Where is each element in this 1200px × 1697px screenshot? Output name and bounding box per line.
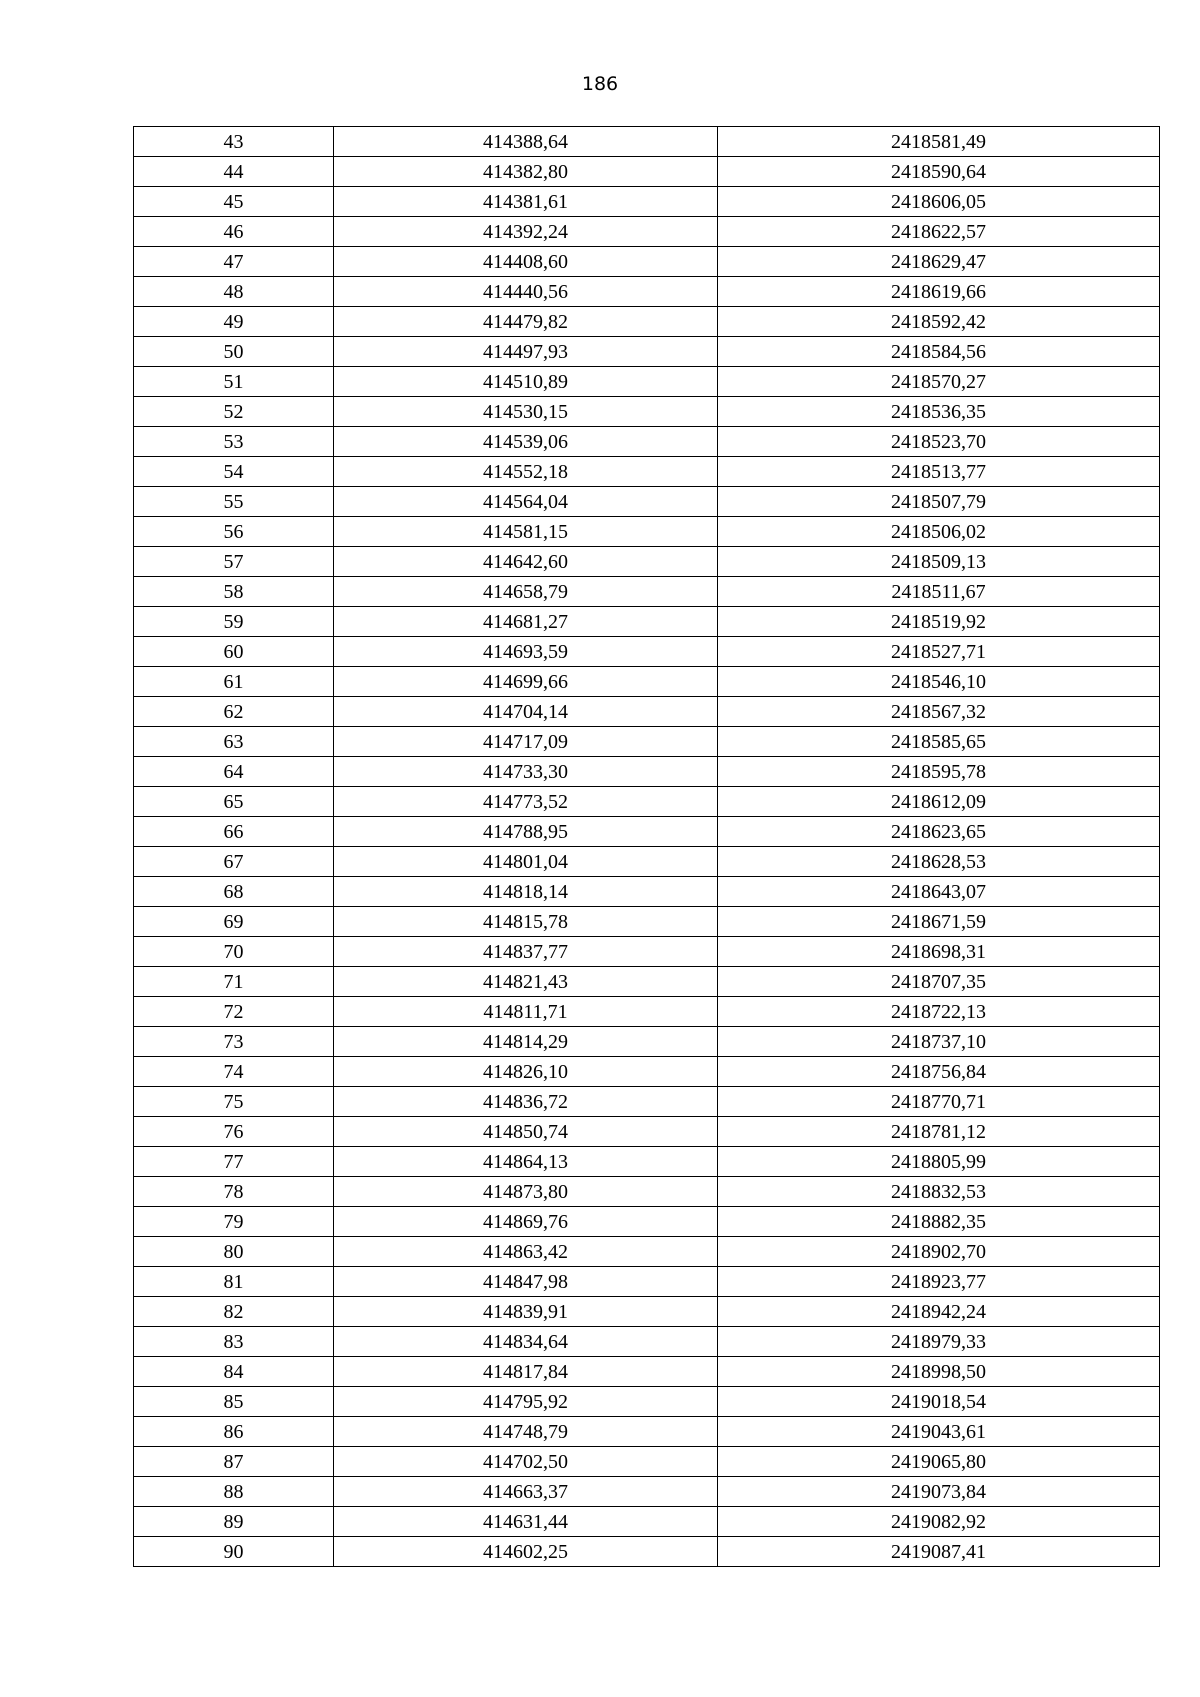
point-number-cell: 73 xyxy=(134,1027,334,1057)
table-row xyxy=(134,217,1160,247)
x-coordinate-cell: 414801,04 xyxy=(334,847,718,877)
x-coordinate-cell: 414818,14 xyxy=(334,877,718,907)
table-row xyxy=(134,1057,1160,1087)
table-row xyxy=(134,157,1160,187)
x-coordinate-cell: 414382,80 xyxy=(334,157,718,187)
point-number-cell: 82 xyxy=(134,1297,334,1327)
point-number-cell: 64 xyxy=(134,757,334,787)
table-row xyxy=(134,1147,1160,1177)
y-coordinate-cell: 2418781,12 xyxy=(718,1117,1160,1147)
x-coordinate-cell: 414479,82 xyxy=(334,307,718,337)
x-coordinate-cell: 414510,89 xyxy=(334,367,718,397)
point-number-cell: 87 xyxy=(134,1447,334,1477)
point-number-cell: 59 xyxy=(134,607,334,637)
x-coordinate-cell: 414847,98 xyxy=(334,1267,718,1297)
point-number-cell: 60 xyxy=(134,637,334,667)
table-row xyxy=(134,247,1160,277)
table-row xyxy=(134,1027,1160,1057)
point-number-cell: 79 xyxy=(134,1207,334,1237)
y-coordinate-cell: 2418590,64 xyxy=(718,157,1160,187)
x-coordinate-cell: 414581,15 xyxy=(334,517,718,547)
x-coordinate-cell: 414497,93 xyxy=(334,337,718,367)
point-number-cell: 86 xyxy=(134,1417,334,1447)
y-coordinate-cell: 2419073,84 xyxy=(718,1477,1160,1507)
point-number-cell: 57 xyxy=(134,547,334,577)
x-coordinate-cell: 414839,91 xyxy=(334,1297,718,1327)
point-number-cell: 89 xyxy=(134,1507,334,1537)
y-coordinate-cell: 2418506,02 xyxy=(718,517,1160,547)
point-number-cell: 54 xyxy=(134,457,334,487)
y-coordinate-cell: 2418523,70 xyxy=(718,427,1160,457)
y-coordinate-cell: 2418595,78 xyxy=(718,757,1160,787)
x-coordinate-cell: 414773,52 xyxy=(334,787,718,817)
table-row xyxy=(134,1387,1160,1417)
y-coordinate-cell: 2418707,35 xyxy=(718,967,1160,997)
y-coordinate-cell: 2418619,66 xyxy=(718,277,1160,307)
point-number-cell: 90 xyxy=(134,1537,334,1567)
point-number-cell: 50 xyxy=(134,337,334,367)
table-row xyxy=(134,1507,1160,1537)
point-number-cell: 72 xyxy=(134,997,334,1027)
x-coordinate-cell: 414837,77 xyxy=(334,937,718,967)
table-row xyxy=(134,1537,1160,1567)
table-row xyxy=(134,1357,1160,1387)
x-coordinate-cell: 414863,42 xyxy=(334,1237,718,1267)
point-number-cell: 61 xyxy=(134,667,334,697)
table-row xyxy=(134,337,1160,367)
point-number-cell: 55 xyxy=(134,487,334,517)
x-coordinate-cell: 414850,74 xyxy=(334,1117,718,1147)
table-row xyxy=(134,1477,1160,1507)
table-row xyxy=(134,667,1160,697)
x-coordinate-cell: 414704,14 xyxy=(334,697,718,727)
x-coordinate-cell: 414869,76 xyxy=(334,1207,718,1237)
point-number-cell: 81 xyxy=(134,1267,334,1297)
y-coordinate-cell: 2418567,32 xyxy=(718,697,1160,727)
y-coordinate-cell: 2418722,13 xyxy=(718,997,1160,1027)
coordinates-table-body xyxy=(134,127,1160,1567)
y-coordinate-cell: 2418979,33 xyxy=(718,1327,1160,1357)
x-coordinate-cell: 414552,18 xyxy=(334,457,718,487)
table-row xyxy=(134,1207,1160,1237)
y-coordinate-cell: 2418628,53 xyxy=(718,847,1160,877)
table-row xyxy=(134,397,1160,427)
point-number-cell: 53 xyxy=(134,427,334,457)
y-coordinate-cell: 2418511,67 xyxy=(718,577,1160,607)
point-number-cell: 84 xyxy=(134,1357,334,1387)
table-row xyxy=(134,517,1160,547)
table-row xyxy=(134,1177,1160,1207)
table-row xyxy=(134,1417,1160,1447)
table-row xyxy=(134,757,1160,787)
x-coordinate-cell: 414392,24 xyxy=(334,217,718,247)
y-coordinate-cell: 2418527,71 xyxy=(718,637,1160,667)
y-coordinate-cell: 2418882,35 xyxy=(718,1207,1160,1237)
table-row xyxy=(134,1237,1160,1267)
table-row xyxy=(134,967,1160,997)
x-coordinate-cell: 414388,64 xyxy=(334,127,718,157)
y-coordinate-cell: 2418698,31 xyxy=(718,937,1160,967)
point-number-cell: 58 xyxy=(134,577,334,607)
x-coordinate-cell: 414717,09 xyxy=(334,727,718,757)
table-row xyxy=(134,877,1160,907)
x-coordinate-cell: 414748,79 xyxy=(334,1417,718,1447)
y-coordinate-cell: 2419065,80 xyxy=(718,1447,1160,1477)
table-row xyxy=(134,907,1160,937)
table-row xyxy=(134,1087,1160,1117)
table-row xyxy=(134,1267,1160,1297)
point-number-cell: 71 xyxy=(134,967,334,997)
y-coordinate-cell: 2418623,65 xyxy=(718,817,1160,847)
y-coordinate-cell: 2419043,61 xyxy=(718,1417,1160,1447)
y-coordinate-cell: 2418513,77 xyxy=(718,457,1160,487)
point-number-cell: 88 xyxy=(134,1477,334,1507)
y-coordinate-cell: 2418507,79 xyxy=(718,487,1160,517)
point-number-cell: 48 xyxy=(134,277,334,307)
x-coordinate-cell: 414826,10 xyxy=(334,1057,718,1087)
point-number-cell: 69 xyxy=(134,907,334,937)
x-coordinate-cell: 414693,59 xyxy=(334,637,718,667)
y-coordinate-cell: 2418570,27 xyxy=(718,367,1160,397)
point-number-cell: 83 xyxy=(134,1327,334,1357)
table-row xyxy=(134,787,1160,817)
y-coordinate-cell: 2419082,92 xyxy=(718,1507,1160,1537)
table-row xyxy=(134,127,1160,157)
x-coordinate-cell: 414873,80 xyxy=(334,1177,718,1207)
table-row xyxy=(134,847,1160,877)
table-row xyxy=(134,1327,1160,1357)
x-coordinate-cell: 414658,79 xyxy=(334,577,718,607)
table-row xyxy=(134,577,1160,607)
point-number-cell: 67 xyxy=(134,847,334,877)
y-coordinate-cell: 2418546,10 xyxy=(718,667,1160,697)
x-coordinate-cell: 414381,61 xyxy=(334,187,718,217)
y-coordinate-cell: 2418942,24 xyxy=(718,1297,1160,1327)
point-number-cell: 44 xyxy=(134,157,334,187)
x-coordinate-cell: 414811,71 xyxy=(334,997,718,1027)
y-coordinate-cell: 2418671,59 xyxy=(718,907,1160,937)
point-number-cell: 74 xyxy=(134,1057,334,1087)
x-coordinate-cell: 414733,30 xyxy=(334,757,718,787)
y-coordinate-cell: 2418737,10 xyxy=(718,1027,1160,1057)
x-coordinate-cell: 414408,60 xyxy=(334,247,718,277)
x-coordinate-cell: 414864,13 xyxy=(334,1147,718,1177)
point-number-cell: 56 xyxy=(134,517,334,547)
table-row xyxy=(134,697,1160,727)
table-row xyxy=(134,427,1160,457)
y-coordinate-cell: 2418902,70 xyxy=(718,1237,1160,1267)
y-coordinate-cell: 2418923,77 xyxy=(718,1267,1160,1297)
x-coordinate-cell: 414440,56 xyxy=(334,277,718,307)
point-number-cell: 62 xyxy=(134,697,334,727)
x-coordinate-cell: 414795,92 xyxy=(334,1387,718,1417)
y-coordinate-cell: 2418519,92 xyxy=(718,607,1160,637)
y-coordinate-cell: 2418581,49 xyxy=(718,127,1160,157)
point-number-cell: 68 xyxy=(134,877,334,907)
point-number-cell: 49 xyxy=(134,307,334,337)
table-row xyxy=(134,1297,1160,1327)
coordinates-table xyxy=(133,126,1160,1567)
x-coordinate-cell: 414681,27 xyxy=(334,607,718,637)
y-coordinate-cell: 2418998,50 xyxy=(718,1357,1160,1387)
table-row xyxy=(134,187,1160,217)
point-number-cell: 45 xyxy=(134,187,334,217)
y-coordinate-cell: 2418585,65 xyxy=(718,727,1160,757)
x-coordinate-cell: 414834,64 xyxy=(334,1327,718,1357)
point-number-cell: 85 xyxy=(134,1387,334,1417)
point-number-cell: 76 xyxy=(134,1117,334,1147)
y-coordinate-cell: 2418832,53 xyxy=(718,1177,1160,1207)
x-coordinate-cell: 414539,06 xyxy=(334,427,718,457)
table-row xyxy=(134,997,1160,1027)
table-row xyxy=(134,307,1160,337)
table-row xyxy=(134,727,1160,757)
y-coordinate-cell: 2418592,42 xyxy=(718,307,1160,337)
y-coordinate-cell: 2418643,07 xyxy=(718,877,1160,907)
y-coordinate-cell: 2418622,57 xyxy=(718,217,1160,247)
y-coordinate-cell: 2418805,99 xyxy=(718,1147,1160,1177)
point-number-cell: 77 xyxy=(134,1147,334,1177)
x-coordinate-cell: 414821,43 xyxy=(334,967,718,997)
point-number-cell: 51 xyxy=(134,367,334,397)
table-row xyxy=(134,637,1160,667)
table-row xyxy=(134,547,1160,577)
x-coordinate-cell: 414564,04 xyxy=(334,487,718,517)
y-coordinate-cell: 2419087,41 xyxy=(718,1537,1160,1567)
y-coordinate-cell: 2418612,09 xyxy=(718,787,1160,817)
table-row xyxy=(134,1447,1160,1477)
table-row xyxy=(134,937,1160,967)
table-row xyxy=(134,367,1160,397)
point-number-cell: 66 xyxy=(134,817,334,847)
point-number-cell: 78 xyxy=(134,1177,334,1207)
x-coordinate-cell: 414814,29 xyxy=(334,1027,718,1057)
y-coordinate-cell: 2418629,47 xyxy=(718,247,1160,277)
x-coordinate-cell: 414602,25 xyxy=(334,1537,718,1567)
y-coordinate-cell: 2418606,05 xyxy=(718,187,1160,217)
table-row xyxy=(134,457,1160,487)
point-number-cell: 63 xyxy=(134,727,334,757)
point-number-cell: 75 xyxy=(134,1087,334,1117)
table-row xyxy=(134,607,1160,637)
y-coordinate-cell: 2419018,54 xyxy=(718,1387,1160,1417)
x-coordinate-cell: 414836,72 xyxy=(334,1087,718,1117)
x-coordinate-cell: 414699,66 xyxy=(334,667,718,697)
point-number-cell: 52 xyxy=(134,397,334,427)
x-coordinate-cell: 414788,95 xyxy=(334,817,718,847)
x-coordinate-cell: 414631,44 xyxy=(334,1507,718,1537)
y-coordinate-cell: 2418770,71 xyxy=(718,1087,1160,1117)
table-row xyxy=(134,487,1160,517)
x-coordinate-cell: 414663,37 xyxy=(334,1477,718,1507)
table-row xyxy=(134,277,1160,307)
y-coordinate-cell: 2418584,56 xyxy=(718,337,1160,367)
x-coordinate-cell: 414815,78 xyxy=(334,907,718,937)
point-number-cell: 47 xyxy=(134,247,334,277)
point-number-cell: 43 xyxy=(134,127,334,157)
point-number-cell: 65 xyxy=(134,787,334,817)
table-row xyxy=(134,817,1160,847)
x-coordinate-cell: 414817,84 xyxy=(334,1357,718,1387)
y-coordinate-cell: 2418536,35 xyxy=(718,397,1160,427)
y-coordinate-cell: 2418509,13 xyxy=(718,547,1160,577)
point-number-cell: 70 xyxy=(134,937,334,967)
x-coordinate-cell: 414702,50 xyxy=(334,1447,718,1477)
x-coordinate-cell: 414530,15 xyxy=(334,397,718,427)
x-coordinate-cell: 414642,60 xyxy=(334,547,718,577)
point-number-cell: 46 xyxy=(134,217,334,247)
point-number-cell: 80 xyxy=(134,1237,334,1267)
table-row xyxy=(134,1117,1160,1147)
y-coordinate-cell: 2418756,84 xyxy=(718,1057,1160,1087)
page-number: 186 xyxy=(581,73,619,95)
